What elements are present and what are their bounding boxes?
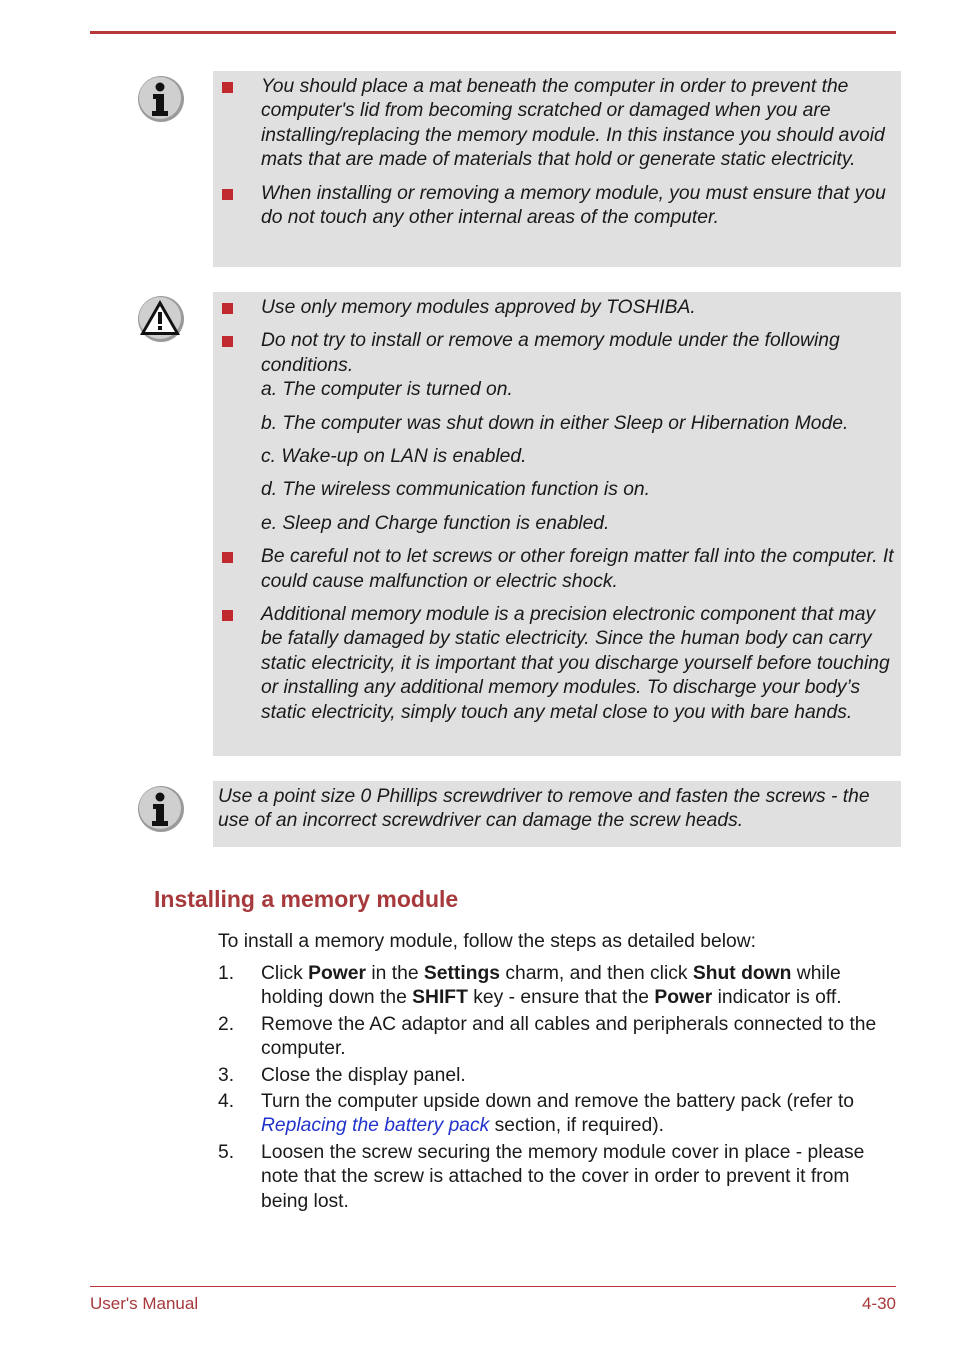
condition-item: d. The wireless communication function is on. bbox=[261, 479, 651, 501]
warning-triangle-icon bbox=[136, 294, 186, 344]
section-heading: Installing a memory module bbox=[154, 886, 459, 912]
step-number: 3. bbox=[218, 1064, 235, 1086]
battery-pack-link[interactable]: Replacing the battery pack bbox=[261, 1115, 490, 1137]
list-item: You should place a mat beneath the computer in order to prevent the computer's lid from becoming scratched or damaged when you are installing/replacing the memory module. In this instance you should avoid mats that are made of materials that hold or generate static electricity. bbox=[218, 75, 897, 173]
list-item: Use only memory modules approved by TOSHIBA. bbox=[218, 296, 897, 320]
info-icon bbox=[136, 74, 186, 124]
condition-item: a. The computer is turned on. bbox=[261, 379, 513, 401]
step-number: 4. bbox=[218, 1091, 235, 1113]
list-item: Do not try to install or remove a memory module under the following conditions. bbox=[218, 329, 897, 378]
note-text: Use a point size 0 Phillips screwdriver to remove and fasten the screws - the use of an incorrect screwdriver can damage the screw heads. bbox=[218, 786, 870, 832]
footer-rule bbox=[90, 1286, 896, 1287]
footer-manual-title: User's Manual bbox=[90, 1294, 199, 1313]
bullet-square-icon bbox=[222, 610, 233, 621]
bullet-square-icon bbox=[222, 303, 233, 314]
bullet-square-icon bbox=[222, 336, 233, 347]
bullet-square-icon bbox=[222, 189, 233, 200]
warning-box bbox=[213, 292, 901, 756]
steps-list bbox=[218, 962, 896, 1216]
intro-text: To install a memory module, follow the steps as detailed below: bbox=[218, 931, 757, 952]
step-item: 4. Turn the computer upside down and remove the battery pack (refer to Replacing the battery pack section, if required). bbox=[218, 1091, 855, 1137]
note-box-mat bbox=[213, 71, 901, 267]
page-number: 4-30 bbox=[861, 1294, 896, 1313]
condition-item: c. Wake-up on LAN is enabled. bbox=[261, 446, 527, 468]
step-number: 5. bbox=[218, 1141, 235, 1163]
condition-item: e. Sleep and Charge function is enabled. bbox=[261, 512, 610, 534]
header-rule bbox=[90, 31, 896, 34]
list-item: When installing or removing a memory module, you must ensure that you do not touch any other internal areas of the computer. bbox=[218, 182, 897, 231]
bullet-square-icon bbox=[222, 82, 233, 93]
list-item: Additional memory module is a precision electronic component that may be fatally damaged by static electricity. Since the human body can carry static electricity, it is important that you discharge yourself before touching or installing any additional memory modules. To discharge your body’s static electricity, simply touch any metal close to you with bare hands. bbox=[218, 603, 897, 725]
note-box-screwdriver bbox=[213, 781, 901, 847]
bullet-square-icon bbox=[222, 552, 233, 563]
step-item: 3. Close the display panel. bbox=[218, 1064, 896, 1088]
step-number: 1. bbox=[218, 963, 235, 984]
step-item: 5. Loosen the screw securing the memory module cover in place - please note that the screw is attached to the cover in order to prevent it from being lost. bbox=[218, 1141, 865, 1212]
step-item: 1. Click Power in the Settings charm, and then click Shut down while holding down the SHIFT key - ensure that the Power indicator is off. bbox=[218, 963, 842, 1009]
step-item: 2. Remove the AC adaptor and all cables and peripherals connected to the computer. bbox=[218, 1013, 877, 1060]
info-icon bbox=[136, 784, 186, 834]
condition-item: b. The computer was shut down in either Sleep or Hibernation Mode. bbox=[261, 412, 849, 434]
step-number: 2. bbox=[218, 1013, 235, 1035]
list-item: Be careful not to let screws or other foreign matter fall into the computer. It could cause malfunction or electric shock. bbox=[218, 545, 897, 594]
